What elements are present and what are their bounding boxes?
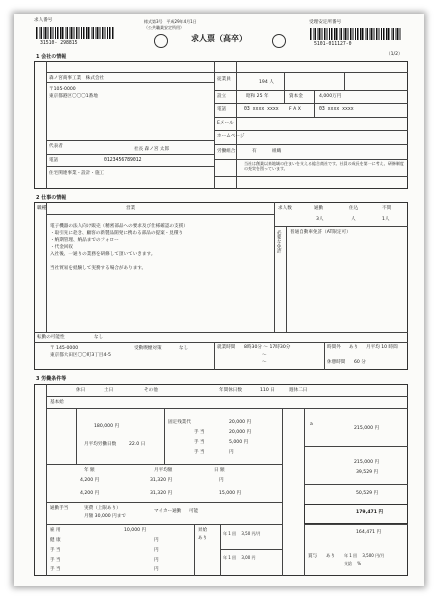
- subtotal-a-label: a: [310, 422, 313, 427]
- fixed-label: 固定残業代: [168, 420, 191, 425]
- page-marker: （1/2）: [386, 52, 403, 57]
- ins-2-name: 健 康: [50, 538, 61, 543]
- annual-value: 110 日: [260, 388, 275, 393]
- ins-2-value: 円: [154, 538, 159, 543]
- hires-col-2: 住込: [349, 206, 359, 211]
- fax-area-value: 03 xxxx xxxx: [244, 107, 279, 112]
- ins-3-name: 手 当: [50, 548, 61, 553]
- duty-line-1: 電子機器の法人向け販売（精密部品への要求及び仕様確認の支援）: [50, 224, 188, 229]
- holidays-value: 土日: [104, 388, 114, 393]
- fixed-value: 20,000 円: [229, 420, 252, 425]
- calc-r2-3: 15,000 円: [219, 491, 242, 496]
- overtime-label: 時間外: [327, 345, 341, 350]
- allow-1-name: 手 当: [194, 430, 205, 435]
- logo-right-icon: [272, 34, 286, 48]
- base-label: 基本給: [50, 400, 64, 405]
- hires-col-3: 不問: [382, 206, 392, 211]
- duty-line-3: ・納期管理、納品までのフォロー: [50, 238, 119, 243]
- ins-3-value: 円: [154, 548, 159, 553]
- deduction-1: 39,529 円: [356, 470, 379, 475]
- hires-label: 求人数: [278, 206, 292, 211]
- subtotal-a: 215,000 円: [354, 426, 380, 431]
- allow-3-name: 手 当: [194, 450, 205, 455]
- break-label: 休憩時間: [327, 360, 346, 365]
- smoking-label: 受動喫煙対策: [134, 346, 162, 351]
- raise-value: あり: [198, 536, 208, 541]
- phone-value: 0123456789012: [104, 158, 142, 163]
- deduction-2: 50,529 円: [356, 491, 379, 496]
- founded-label: 設立: [217, 94, 227, 99]
- ins-1-value: 10,000 円: [124, 528, 147, 533]
- hours-3: 〜: [262, 360, 267, 365]
- calc-col-1: 年 額: [84, 468, 95, 473]
- logo-left-icon: [154, 34, 168, 48]
- page-title: 求人票（高卒）: [191, 33, 247, 43]
- job-title-label: 職種: [37, 206, 47, 211]
- founded-value: 昭和 25 年: [246, 94, 269, 99]
- fax-area-label: 電話: [217, 107, 227, 112]
- weekly-label: 週休二日: [289, 388, 308, 393]
- ins-5-value: 円: [154, 567, 159, 572]
- mycar-label: マイカー通勤: [154, 509, 182, 514]
- work-address: 東京都大田区〇〇町3丁目4-5: [50, 353, 111, 358]
- ins-4-value: 円: [154, 558, 159, 563]
- transfer-label: 転勤の可能性: [37, 335, 65, 340]
- form-note-1: 様式第3号 平成29年4月1日: [144, 19, 197, 24]
- transfer-value: なし: [94, 335, 104, 340]
- calc-r1-2: 31,320 円: [150, 478, 173, 483]
- base-value: 180,000 円: [94, 424, 120, 429]
- right-code: 5101-011127-0: [314, 42, 352, 47]
- capital-value: 4,000万円: [319, 94, 342, 99]
- rep-name: 社長 森ノ宮 太郎: [134, 147, 170, 152]
- email-label: Eメール: [217, 121, 234, 126]
- overtime-value: あり: [349, 345, 359, 350]
- allow-3-value: 円: [229, 450, 234, 455]
- hours-2: 〜: [262, 353, 267, 358]
- commute-limit: 月額 30,000 円まで: [84, 514, 126, 519]
- hires-col-1: 通勤: [314, 206, 324, 211]
- right-barcode: [310, 28, 402, 40]
- bonus-label: 賞与: [308, 554, 318, 559]
- union-label: 労働組合: [217, 149, 236, 154]
- office-number-label: 求人番号: [34, 18, 53, 23]
- hours-1: 8時30分 〜 17時30分: [244, 345, 291, 350]
- mycar-value: 可能: [189, 509, 199, 514]
- ins-4-name: 手 当: [50, 558, 61, 563]
- fax-value: 03 xxxx xxxx: [319, 107, 354, 112]
- ins-1-name: 雇 用: [50, 528, 61, 533]
- bonus-value: あり: [326, 554, 336, 559]
- holidays-label: 休日: [76, 388, 86, 393]
- phone-label: 電話: [49, 158, 59, 163]
- fax-label: F A X: [289, 107, 301, 112]
- duty-line-5: 入社後、一通りの業務を研修して頂いていきます。: [50, 252, 156, 257]
- hours-avg-label: 月平均労働日数: [84, 442, 117, 447]
- hours-label: 就業時間: [217, 345, 236, 350]
- union-note: 組織: [272, 149, 282, 154]
- business-value: 住宅関連事業・設計・施工: [49, 171, 105, 176]
- overtime-hours: 月平均 10 時間: [366, 345, 398, 350]
- commute-label: 通勤手当: [50, 506, 69, 511]
- duty-line-2: ・取引先に赴き、顧客の新製品開発に携わる部品の提案・見積り: [50, 231, 184, 236]
- bonus-detail-2: 支給 %: [344, 561, 362, 566]
- allow-1-value: 20,000 円: [229, 430, 252, 435]
- takehome-1: 179,471 円: [356, 510, 384, 515]
- company-notes: 当社は創業以来地域の住まいを支える総合商社です。社員の成長を第一に考え、研修制度の充実を図っています。: [244, 161, 404, 171]
- license-value: 普通自動車免許（AT限定可）: [290, 230, 351, 235]
- duty-line-4: ・代金回収: [50, 245, 73, 250]
- holidays-other-label: その他: [144, 388, 158, 393]
- receipt-label: 受理安定所番号: [309, 20, 342, 25]
- calc-r2-1: 4,200 円: [80, 491, 100, 496]
- section3-heading: 3 労働条件等: [36, 376, 67, 382]
- capital-label: 資本金: [289, 94, 303, 99]
- commute-value: 実費（上限あり）: [84, 506, 121, 511]
- form-note-2: （公共職業安定所用）: [144, 25, 184, 30]
- hp-label: ホームページ: [217, 134, 245, 139]
- subtotal-b: 215,000 円: [354, 460, 380, 465]
- ins-5-name: 手 当: [50, 567, 61, 572]
- license-label: 必要な免許: [276, 230, 282, 253]
- employees-value: 194 人: [259, 80, 274, 85]
- takehome-2: 164,471 円: [356, 530, 382, 535]
- calc-r1-1: 4,200 円: [80, 478, 100, 483]
- left-barcode: [36, 27, 114, 39]
- section1-heading: 1 会社の情報: [36, 54, 67, 60]
- hires-val-1: 3人: [316, 217, 324, 222]
- rep-label: 代表者: [49, 144, 63, 149]
- calc-col-3: 日 額: [214, 468, 225, 473]
- calc-col-2: 月平均額: [154, 468, 173, 473]
- job-listing-sheet: [14, 14, 424, 586]
- employees-label: 従業員: [217, 77, 231, 82]
- union-value: 有: [252, 149, 257, 154]
- section2-heading: 2 仕事の情報: [36, 195, 67, 201]
- bonus-detail: 年 1 回 3,500 円/月: [344, 553, 385, 558]
- hours-avg-value: 22.0 日: [129, 442, 146, 447]
- company-postal: 〒105-0000: [49, 87, 76, 92]
- raise-detail-2: 年 1 回 3,00 円: [223, 555, 256, 560]
- calc-r1-3: 円: [219, 478, 224, 483]
- calc-r2-2: 31,320 円: [150, 491, 173, 496]
- job-title-value: 営業: [126, 206, 136, 211]
- break-value: 60 分: [354, 360, 366, 365]
- left-code: 31510- 298815: [40, 41, 78, 46]
- annual-label: 年間休日数: [219, 388, 242, 393]
- allow-2-value: 5,000 円: [229, 440, 249, 445]
- allow-2-name: 手 当: [194, 440, 205, 445]
- company-name: 森ノ宮商事工業 株式会社: [49, 76, 105, 81]
- work-postal: 〒 145-0000: [50, 346, 79, 351]
- raise-detail-1: 年 1 回 3,50 円/月: [223, 531, 261, 536]
- raise-label: 昇給: [198, 528, 208, 533]
- duty-line-7: 当社貿易を経験して実務する場合があります。: [50, 266, 147, 271]
- smoking-value: なし: [179, 346, 189, 351]
- hires-val-3: 1人: [382, 217, 390, 222]
- hires-val-2: 人: [351, 217, 356, 222]
- company-address: 東京都港区〇〇〇1番地: [49, 94, 98, 99]
